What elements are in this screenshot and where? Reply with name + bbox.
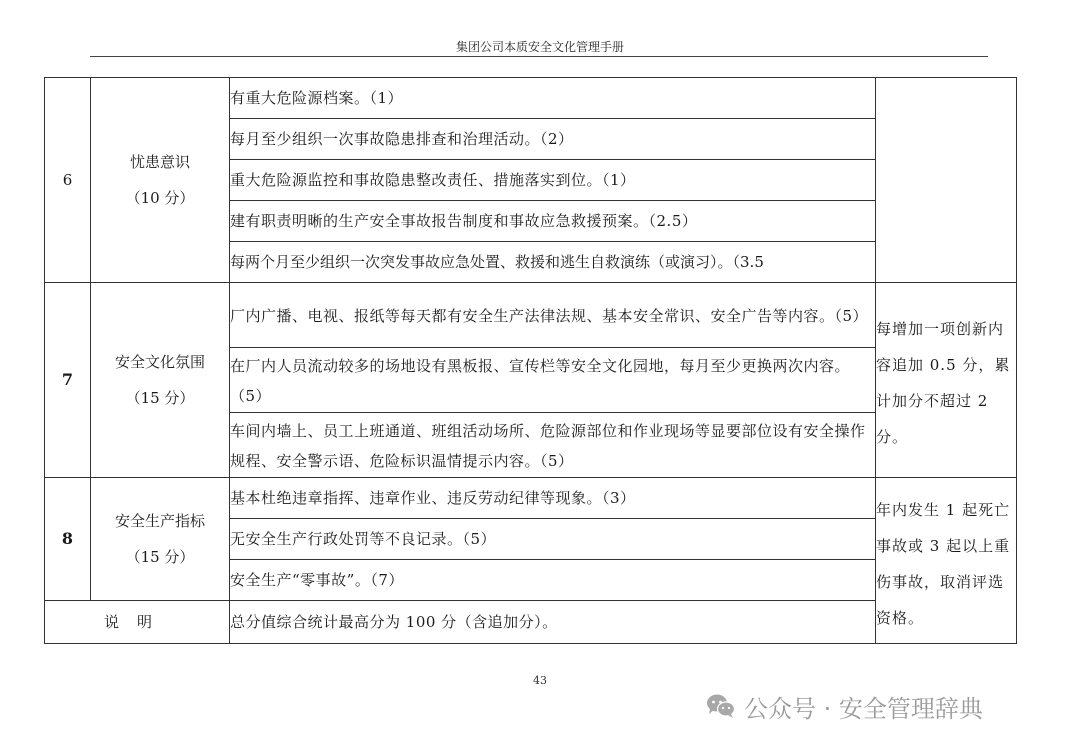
criteria-item: 在厂内人员流动较多的场地设有黑板报、宣传栏等安全文化园地，每月至少更换两次内容。（5） <box>230 348 876 413</box>
section-number: 8 <box>45 478 91 601</box>
page-number: 43 <box>533 674 547 687</box>
section-number: 7 <box>45 283 91 478</box>
category-name: 安全生产指标 <box>114 512 205 530</box>
section-category <box>91 478 230 601</box>
criteria-item: 无安全生产行政处罚等不良记录。（5） <box>230 519 876 560</box>
criteria-item: 车间内墙上、员工上班通道、班组活动场所、危险源部位和作业现场等显要部位设有安全操作规程、安全警示语、危险标识温情提示内容。（5） <box>230 413 876 478</box>
criteria-item: 基本杜绝违章指挥、违章作业、违反劳动纪律等现象。（3） <box>230 478 876 519</box>
criteria-item: 有重大危险源档案。（1） <box>230 78 876 119</box>
category-score: （10 分） <box>125 189 195 207</box>
remark-cell: 每增加一项创新内容追加 0.5 分，累计加分不超过 2 分。 <box>876 283 1017 478</box>
criteria-item: 建有职责明晰的生产安全事故报告制度和事故应急救援预案。（2.5） <box>230 201 876 242</box>
watermark <box>706 688 983 724</box>
section-category <box>91 78 230 283</box>
table-row <box>45 78 1017 119</box>
table-row <box>45 283 1017 348</box>
table-row <box>45 601 1017 644</box>
remark-cell: 年内发生 1 起死亡事故或 3 起以上重伤事故，取消评选资格。 <box>876 478 1017 644</box>
criteria-item: 每两个月至少组织一次突发事故应急处置、救援和逃生自救演练（或演习）。（3.5 <box>230 242 876 283</box>
note-label: 说明 <box>45 601 230 644</box>
remark-cell <box>876 78 1017 283</box>
section-category <box>91 283 230 478</box>
category-name: 忧患意识 <box>129 153 190 171</box>
section-number: 6 <box>45 78 91 283</box>
category-name: 安全文化氛围 <box>114 353 205 371</box>
table-row <box>45 478 1017 519</box>
wechat-icon <box>706 693 736 719</box>
evaluation-table <box>44 77 1017 644</box>
criteria-item: 重大危险源监控和事故隐患整改责任、措施落实到位。（1） <box>230 160 876 201</box>
watermark-text: 公众号 · 安全管理辞典 <box>744 694 983 723</box>
note-text: 总分值综合统计最高分为 100 分（含追加分）。 <box>230 601 876 644</box>
page-header-title: 集团公司本质安全文化管理手册 <box>455 40 624 54</box>
criteria-item: 厂内广播、电视、报纸等每天都有安全生产法律法规、基本安全常识、安全广告等内容。（5） <box>230 283 876 348</box>
criteria-item: 安全生产“零事故”。（7） <box>230 560 876 601</box>
header-rule <box>90 56 988 57</box>
criteria-item: 每月至少组织一次事故隐患排查和治理活动。（2） <box>230 119 876 160</box>
category-score: （15 分） <box>125 389 195 407</box>
category-score: （15 分） <box>125 548 195 566</box>
